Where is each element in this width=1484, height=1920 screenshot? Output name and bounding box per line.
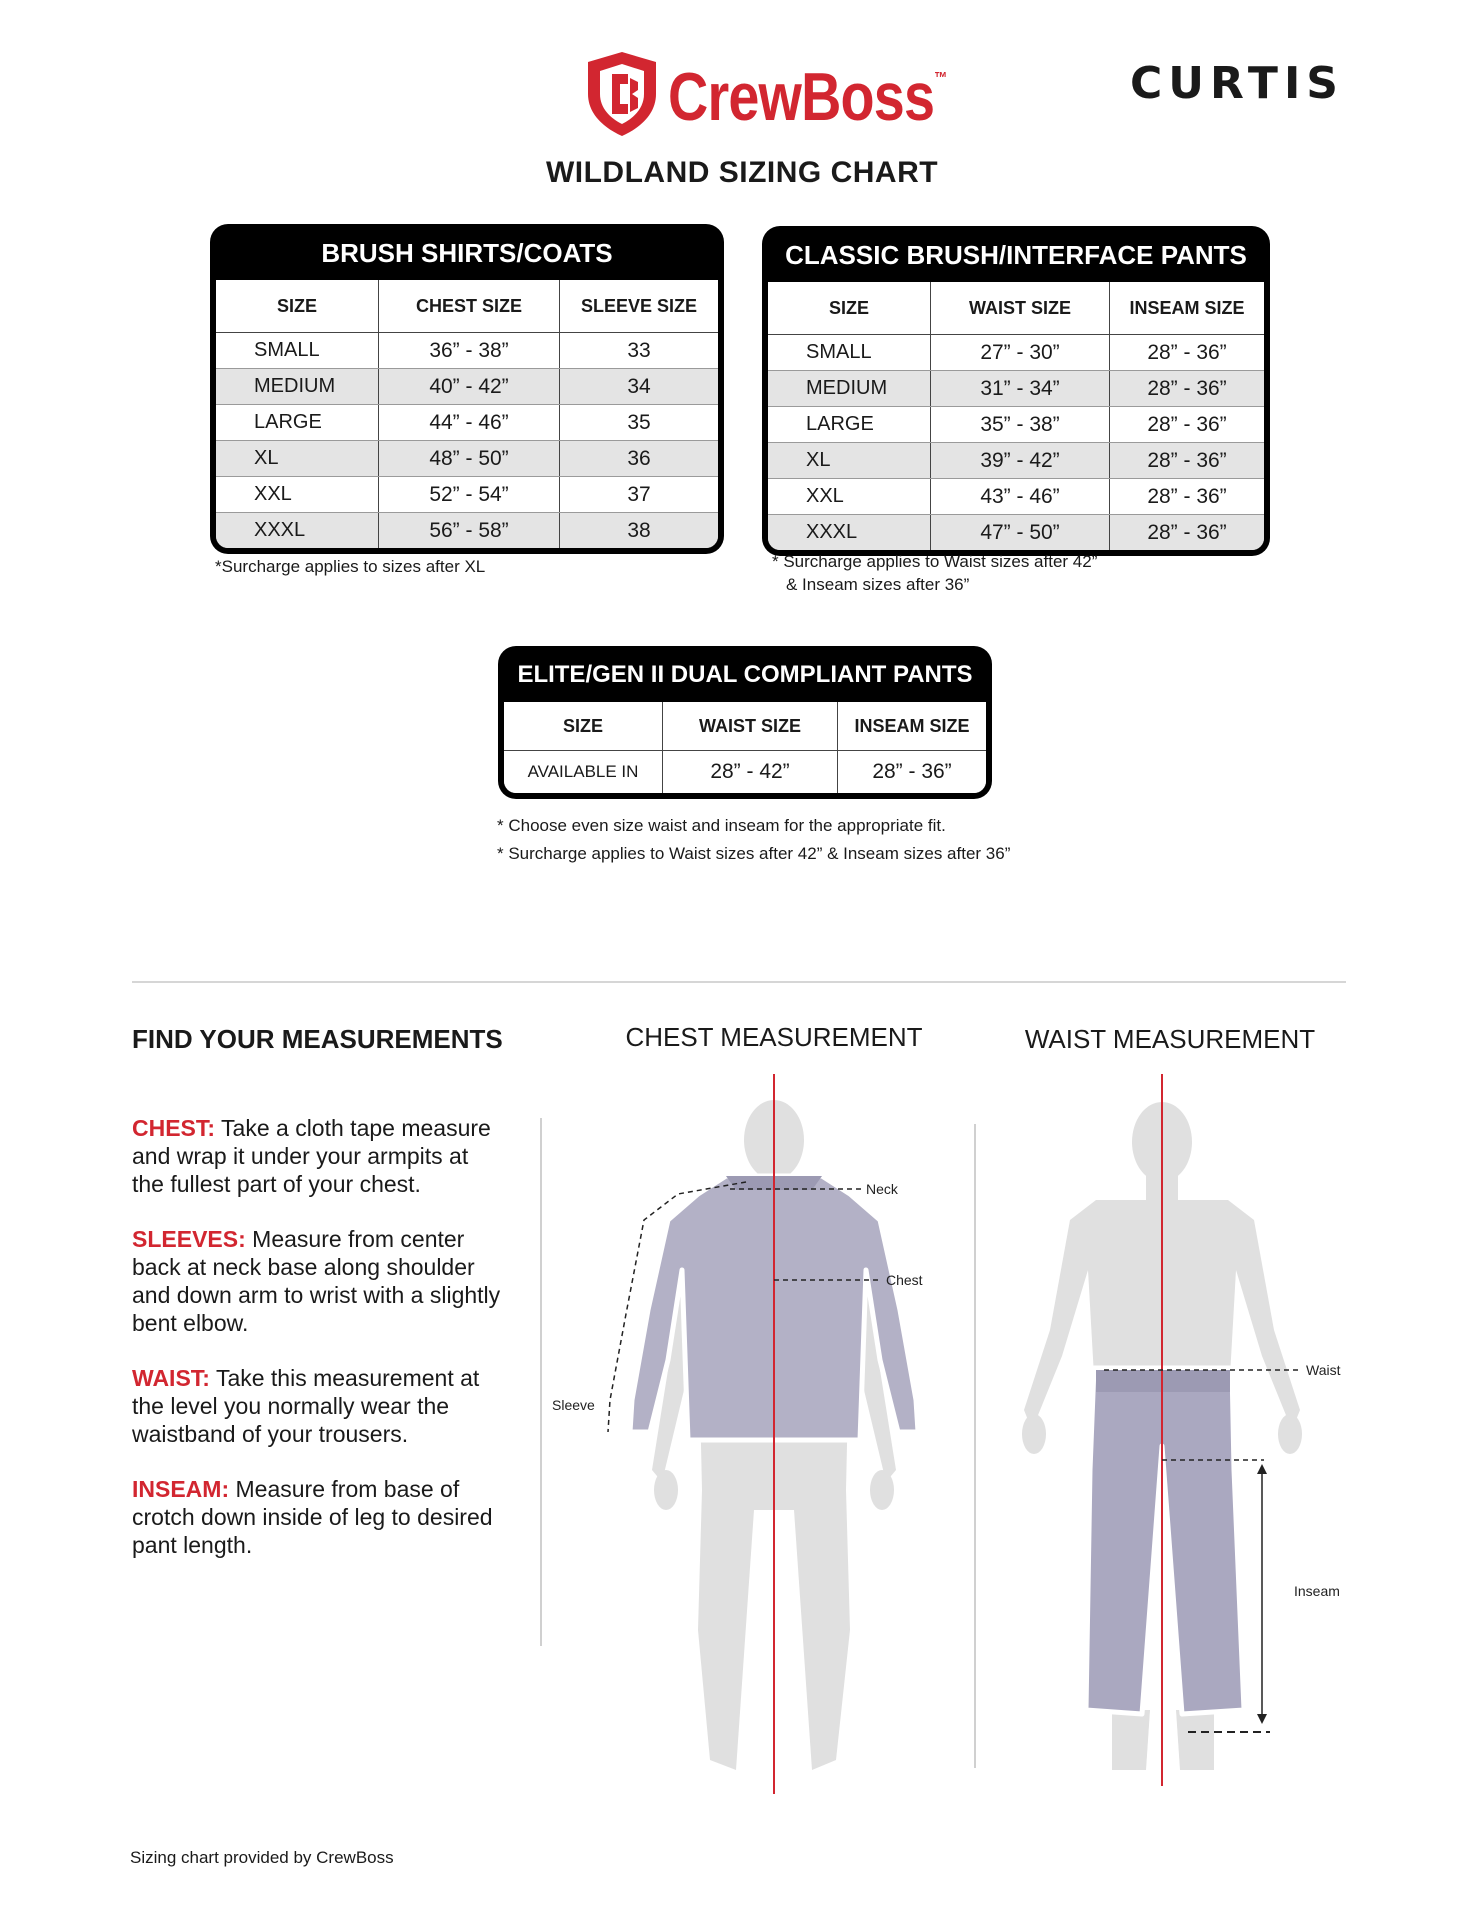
chest-label: Chest <box>886 1272 923 1288</box>
waist-cell: 35” - 38” <box>931 407 1110 443</box>
column-header: SLEEVE SIZE <box>560 280 719 333</box>
instruction-text: Measure from base of crotch down inside of leg to desired pant length. <box>132 1476 493 1558</box>
inseam-label: Inseam <box>1294 1583 1340 1599</box>
neck-label: Neck <box>866 1181 898 1197</box>
inseam-cell: 28” - 36” <box>1110 515 1265 551</box>
note-line: * Choose even size waist and inseam for the appropriate fit. <box>497 816 946 835</box>
note-line: * Surcharge applies to Waist sizes after 42” & Inseam sizes after 36” <box>497 844 1011 863</box>
inseam-cell: 28” - 36” <box>1110 335 1265 371</box>
size-cell: LARGE <box>768 407 931 443</box>
table-row <box>216 477 718 513</box>
size-cell: MEDIUM <box>216 369 379 405</box>
crewboss-shield-icon <box>584 50 660 138</box>
column-header: SIZE <box>768 282 931 335</box>
column-header: WAIST SIZE <box>663 702 838 751</box>
column-header: INSEAM SIZE <box>1110 282 1265 335</box>
sleeve-cell: 38 <box>560 513 719 549</box>
chest-diagram-title: CHEST MEASUREMENT <box>625 1022 923 1052</box>
instruction-text: Take this measurement at the level you normally wear the waistband of your trousers. <box>132 1365 480 1447</box>
column-divider <box>540 1118 542 1646</box>
table-row <box>768 335 1264 371</box>
table-row <box>768 479 1264 515</box>
crewboss-logo <box>584 50 948 142</box>
column-header: SIZE <box>216 280 379 333</box>
waist-cell: 27” - 30” <box>931 335 1110 371</box>
column-header: WAIST SIZE <box>931 282 1110 335</box>
page-title: WILDLAND SIZING CHART <box>545 156 939 189</box>
size-cell: LARGE <box>216 405 379 441</box>
sleeve-cell: 35 <box>560 405 719 441</box>
elite-pants-note <box>497 812 1010 868</box>
sleeve-cell: 36 <box>560 441 719 477</box>
instruction-text: Take a cloth tape measure and wrap it under your armpits at the fullest part of your chest. <box>132 1115 491 1197</box>
waist-diagram-title: WAIST MEASUREMENT <box>1024 1024 1316 1054</box>
arrow-down-icon <box>1257 1714 1267 1724</box>
measurement-instructions <box>132 1114 502 1586</box>
waist-cell: 28” - 42” <box>663 751 838 794</box>
table-row <box>504 751 986 794</box>
inseam-cell: 28” - 36” <box>1110 443 1265 479</box>
instruction-waist <box>132 1364 502 1448</box>
table-row <box>216 441 718 477</box>
inseam-cell: 28” - 36” <box>1110 479 1265 515</box>
curtis-logo: CURTIS <box>1130 58 1344 109</box>
chest-cell: 44” - 46” <box>379 405 560 441</box>
size-cell: XXXL <box>768 515 931 551</box>
table-title: CLASSIC BRUSH/INTERFACE PANTS <box>785 240 1247 270</box>
table-row <box>768 443 1264 479</box>
table-title: ELITE/GEN II DUAL COMPLIANT PANTS <box>517 661 973 688</box>
table-row <box>768 371 1264 407</box>
chest-cell: 36” - 38” <box>379 333 560 369</box>
table-row <box>216 333 718 369</box>
brand-wordmark: CrewBoss™ <box>668 59 948 135</box>
instruction-text: Measure from center back at neck base along shoulder and down arm to wrist with a slightly bent elbow. <box>132 1226 501 1336</box>
section-divider <box>132 981 1346 983</box>
instruction-inseam <box>132 1475 502 1559</box>
instruction-label: CHEST: <box>132 1115 216 1141</box>
sleeve-cell: 33 <box>560 333 719 369</box>
instruction-label: SLEEVES: <box>132 1226 246 1252</box>
size-cell: XL <box>768 443 931 479</box>
size-cell: SMALL <box>216 333 379 369</box>
table-row <box>216 513 718 549</box>
chest-cell: 40” - 42” <box>379 369 560 405</box>
classic-pants-note <box>772 550 1097 596</box>
inseam-cell: 28” - 36” <box>838 751 987 794</box>
note-line: & Inseam sizes after 36” <box>786 575 970 594</box>
pants-shape-icon <box>1086 1368 1244 1714</box>
shirts-size-table <box>210 224 724 554</box>
measurements-heading: FIND YOUR MEASUREMENTS <box>132 1024 503 1054</box>
size-cell: XXL <box>216 477 379 513</box>
size-cell: XL <box>216 441 379 477</box>
waist-cell: 47” - 50” <box>931 515 1110 551</box>
classic-pants-size-table <box>762 226 1270 556</box>
instruction-sleeves <box>132 1225 502 1337</box>
waist-diagram <box>1000 1070 1360 1790</box>
waist-cell: 31” - 34” <box>931 371 1110 407</box>
size-cell: XXXL <box>216 513 379 549</box>
size-cell: XXL <box>768 479 931 515</box>
waist-cell: 43” - 46” <box>931 479 1110 515</box>
chest-diagram <box>550 1070 970 1800</box>
table-row <box>768 515 1264 551</box>
table-row <box>768 407 1264 443</box>
sleeve-label: Sleeve <box>552 1397 595 1413</box>
elite-pants-size-table <box>498 646 992 799</box>
footer-credit: Sizing chart provided by CrewBoss <box>130 1848 394 1867</box>
chest-cell: 56” - 58” <box>379 513 560 549</box>
table-title: BRUSH SHIRTS/COATS <box>321 238 613 268</box>
chest-cell: 52” - 54” <box>379 477 560 513</box>
note-line: * Surcharge applies to Waist sizes after 42” <box>772 552 1098 571</box>
instruction-label: INSEAM: <box>132 1476 230 1502</box>
shirts-note: *Surcharge applies to sizes after XL <box>215 557 486 576</box>
size-cell: SMALL <box>768 335 931 371</box>
size-cell: MEDIUM <box>768 371 931 407</box>
column-header: CHEST SIZE <box>379 280 560 333</box>
table-row <box>216 405 718 441</box>
sleeve-cell: 34 <box>560 369 719 405</box>
column-header: SIZE <box>504 702 663 751</box>
chest-cell: 48” - 50” <box>379 441 560 477</box>
waist-cell: 39” - 42” <box>931 443 1110 479</box>
column-divider <box>974 1124 976 1768</box>
instruction-chest <box>132 1114 502 1198</box>
column-header: INSEAM SIZE <box>838 702 987 751</box>
inseam-cell: 28” - 36” <box>1110 407 1265 443</box>
inseam-cell: 28” - 36” <box>1110 371 1265 407</box>
size-cell: AVAILABLE IN <box>504 751 663 794</box>
table-row <box>216 369 718 405</box>
waist-label: Waist <box>1306 1362 1341 1378</box>
arrow-up-icon <box>1257 1464 1267 1474</box>
sleeve-cell: 37 <box>560 477 719 513</box>
instruction-label: WAIST: <box>132 1365 210 1391</box>
